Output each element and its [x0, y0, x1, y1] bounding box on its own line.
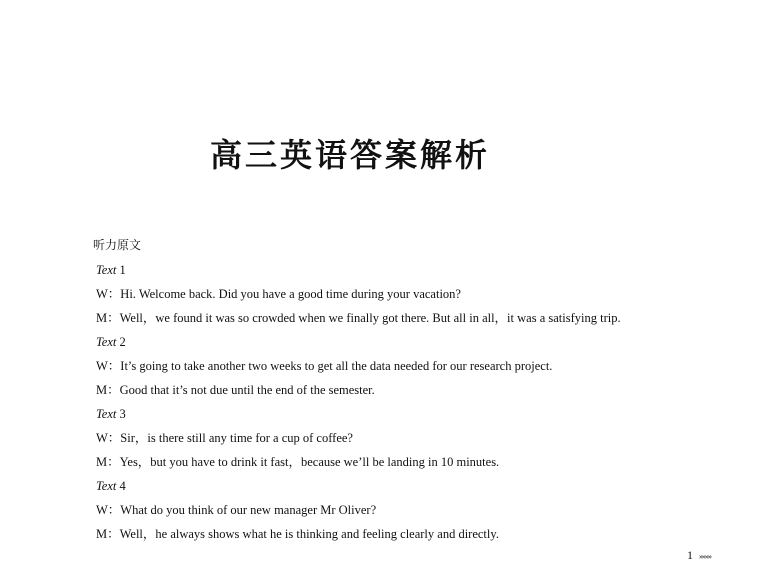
continue-arrows-icon: »»»»	[699, 551, 711, 561]
dialogue-line: W：Hi. Welcome back. Did you have a good time during your vacation?	[96, 287, 461, 301]
transcript	[96, 258, 756, 546]
dialogue-line: M：Well，he always shows what he is thinking and feeling clearly and directly.	[96, 527, 499, 541]
dialogue-line: W：It’s going to take another two weeks to get all the data needed for our research project.	[96, 359, 553, 373]
dialogue-line: M：Yes，but you have to drink it fast，because we’ll be landing in 10 minutes.	[96, 455, 500, 469]
text-label: Text 2	[96, 335, 126, 349]
page-title: 高三英语答案解析	[209, 136, 490, 174]
section-heading: 听力原文	[93, 238, 142, 252]
page-number: 1	[687, 548, 693, 562]
text-label: Text 3	[96, 407, 126, 421]
dialogue-line: W：What do you think of our new manager Mr Oliver?	[96, 503, 377, 517]
dialogue-line: W：Sir，is there still any time for a cup of coffee?	[96, 431, 353, 445]
dialogue-line: M：Good that it’s not due until the end of the semester.	[96, 383, 375, 397]
page-footer	[687, 548, 711, 563]
text-label: Text 1	[96, 263, 126, 277]
text-label: Text 4	[96, 479, 126, 493]
dialogue-line: M：Well，we found it was so crowded when we finally got there. But all in all，it was a satisfying trip.	[96, 311, 621, 325]
